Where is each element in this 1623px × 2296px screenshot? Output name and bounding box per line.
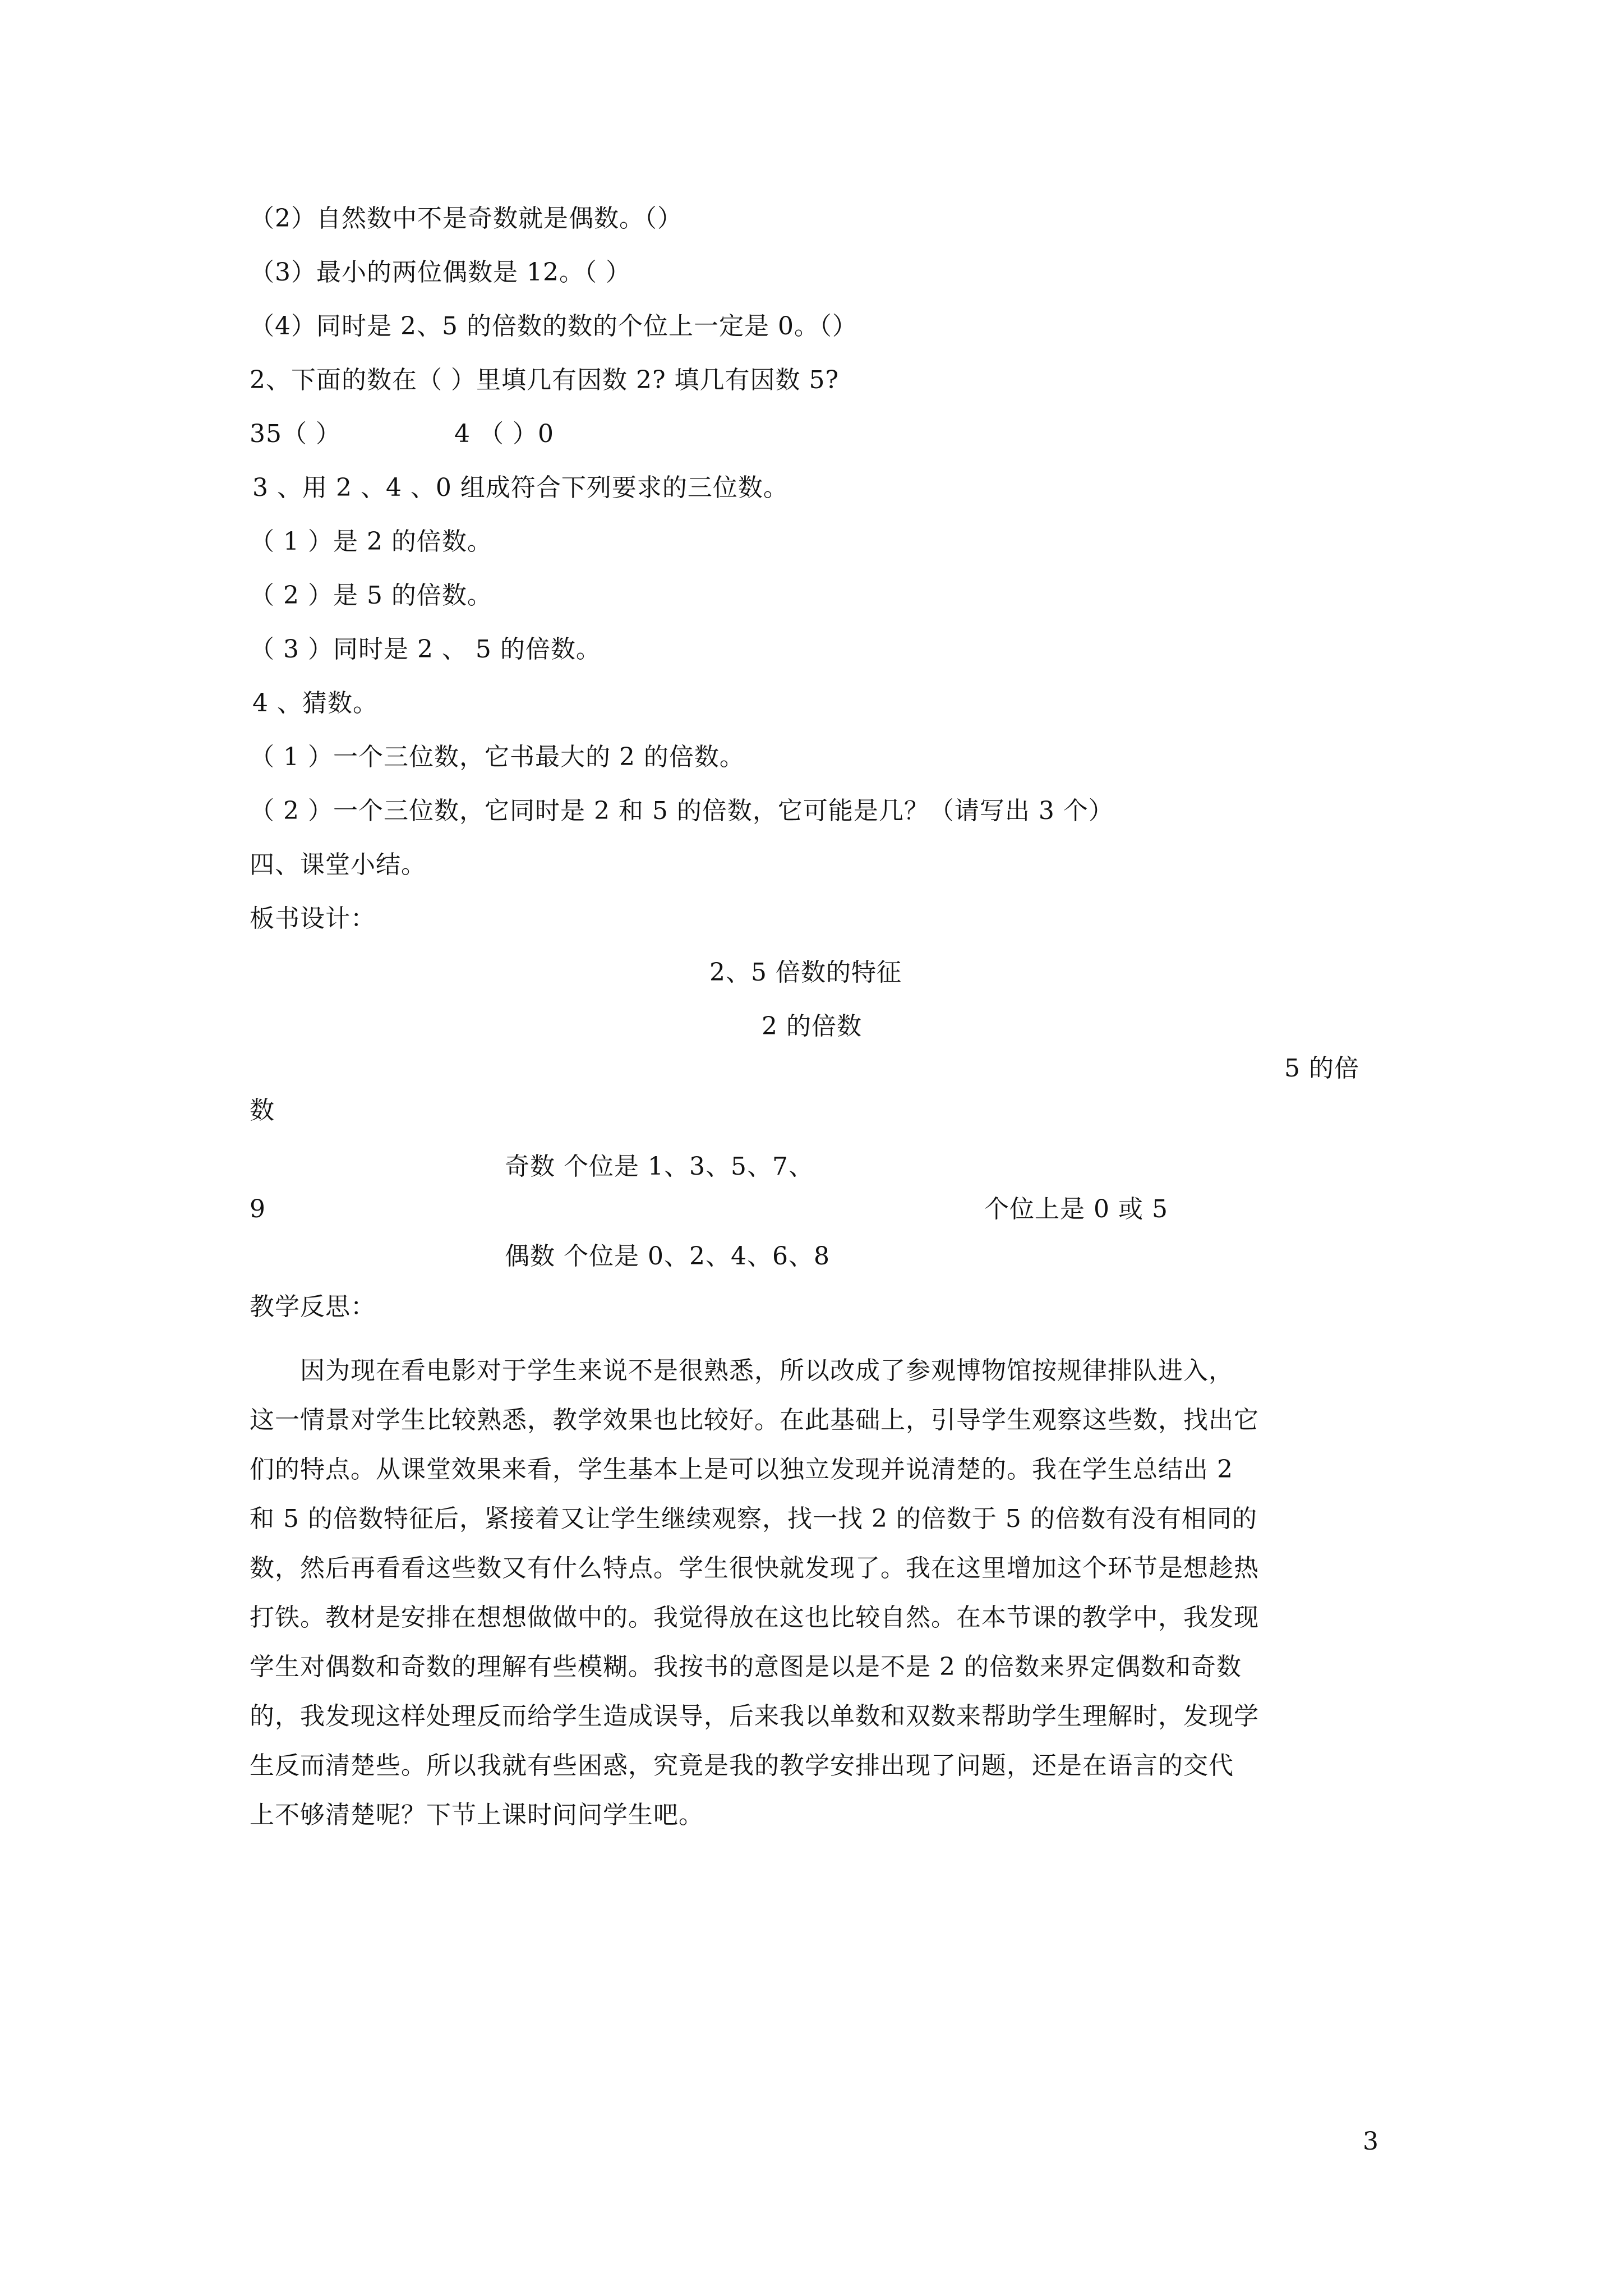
reflection-line: 这一情景对学生比较熟悉，教学效果也比较好。在此基础上，引导学生观察这些数，找出它 bbox=[250, 1406, 1259, 1434]
reflection-line: 因为现在看电影对于学生来说不是很熟悉，所以改成了参观博物馆按规律排队进入， bbox=[250, 1356, 1234, 1385]
reflection-line: 数，然后再看看这些数又有什么特点。学生很快就发现了。我在这里增加这个环节是想趁热 bbox=[250, 1554, 1259, 1582]
board-subtitle-multiples-of-5: 5 的倍 bbox=[1284, 1054, 1359, 1083]
question-4-true-false: （4）同时是 2、5 的倍数的数的个位上一定是 0。（） bbox=[250, 312, 857, 341]
page-number: 3 bbox=[1363, 2127, 1378, 2156]
section-summary-heading: 四、课堂小结。 bbox=[250, 850, 426, 879]
board-subtitle-multiples-of-2: 2 的倍数 bbox=[762, 1012, 862, 1041]
reflection-line: 的，我发现这样处理反而给学生造成误导，后来我以单数和双数来帮助学生理解时，发现学 bbox=[250, 1702, 1259, 1731]
question-2-true-false: （2）自然数中不是奇数就是偶数。（） bbox=[250, 204, 683, 233]
section-4-item-2: （ 2 ）一个三位数，它同时是 2 和 5 的倍数，它可能是几？（请写出 3 个） bbox=[250, 797, 1114, 825]
reflection-line: 上不够清楚呢？下节上课时问问学生吧。 bbox=[250, 1801, 704, 1829]
section-2-item-4-0: 4 （ ）0 bbox=[454, 420, 554, 448]
board-even-numbers: 偶数 个位是 0、2、4、6、8 bbox=[505, 1242, 830, 1271]
section-4-heading: 4 、猜数。 bbox=[252, 689, 378, 717]
reflection-line: 生反而清楚些。所以我就有些困惑，究竟是我的教学安排出现了问题，还是在语言的交代 bbox=[250, 1751, 1234, 1780]
section-3-item-2: （ 2 ）是 5 的倍数。 bbox=[250, 581, 492, 610]
section-4-item-1: （ 1 ）一个三位数，它书最大的 2 的倍数。 bbox=[250, 743, 745, 771]
reflection-line: 打铁。教材是安排在想想做做中的。我觉得放在这也比较自然。在本节课的教学中，我发现 bbox=[250, 1603, 1259, 1632]
board-odd-numbers: 奇数 个位是 1、3、5、7、 bbox=[505, 1152, 814, 1181]
section-2-heading: 2、下面的数在（ ）里填几有因数 2? 填几有因数 5? bbox=[250, 366, 840, 394]
board-design-heading: 板书设计： bbox=[250, 904, 376, 933]
reflection-heading: 教学反思： bbox=[250, 1292, 376, 1321]
reflection-line: 和 5 的倍数特征后，紧接着又让学生继续观察，找一找 2 的倍数于 5 的倍数有没有相同的 bbox=[250, 1504, 1257, 1533]
reflection-line: 学生对偶数和奇数的理解有些模糊。我按书的意图是以是不是 2 的倍数来界定偶数和奇数 bbox=[250, 1653, 1242, 1681]
reflection-paragraph bbox=[250, 1346, 1371, 1840]
section-3-item-3: （ 3 ）同时是 2 、 5 的倍数。 bbox=[250, 635, 601, 664]
board-title: 2、5 倍数的特征 bbox=[709, 958, 902, 987]
board-subtitle-multiples-of-5-wrap: 数 bbox=[250, 1096, 275, 1125]
board-multiples-of-5-rule: 个位上是 0 或 5 bbox=[984, 1195, 1168, 1223]
question-3-true-false: （3）最小的两位偶数是 12。（ ） bbox=[250, 258, 631, 287]
section-3-item-1: （ 1 ）是 2 的倍数。 bbox=[250, 527, 492, 556]
section-2-item-35: 35（ ） bbox=[250, 420, 341, 448]
board-odd-numbers-wrap: 9 bbox=[250, 1195, 266, 1223]
reflection-line: 们的特点。从课堂效果来看，学生基本上是可以独立发现并说清楚的。我在学生总结出 2 bbox=[250, 1455, 1233, 1484]
section-3-heading: 3 、用 2 、4 、0 组成符合下列要求的三位数。 bbox=[252, 473, 789, 502]
